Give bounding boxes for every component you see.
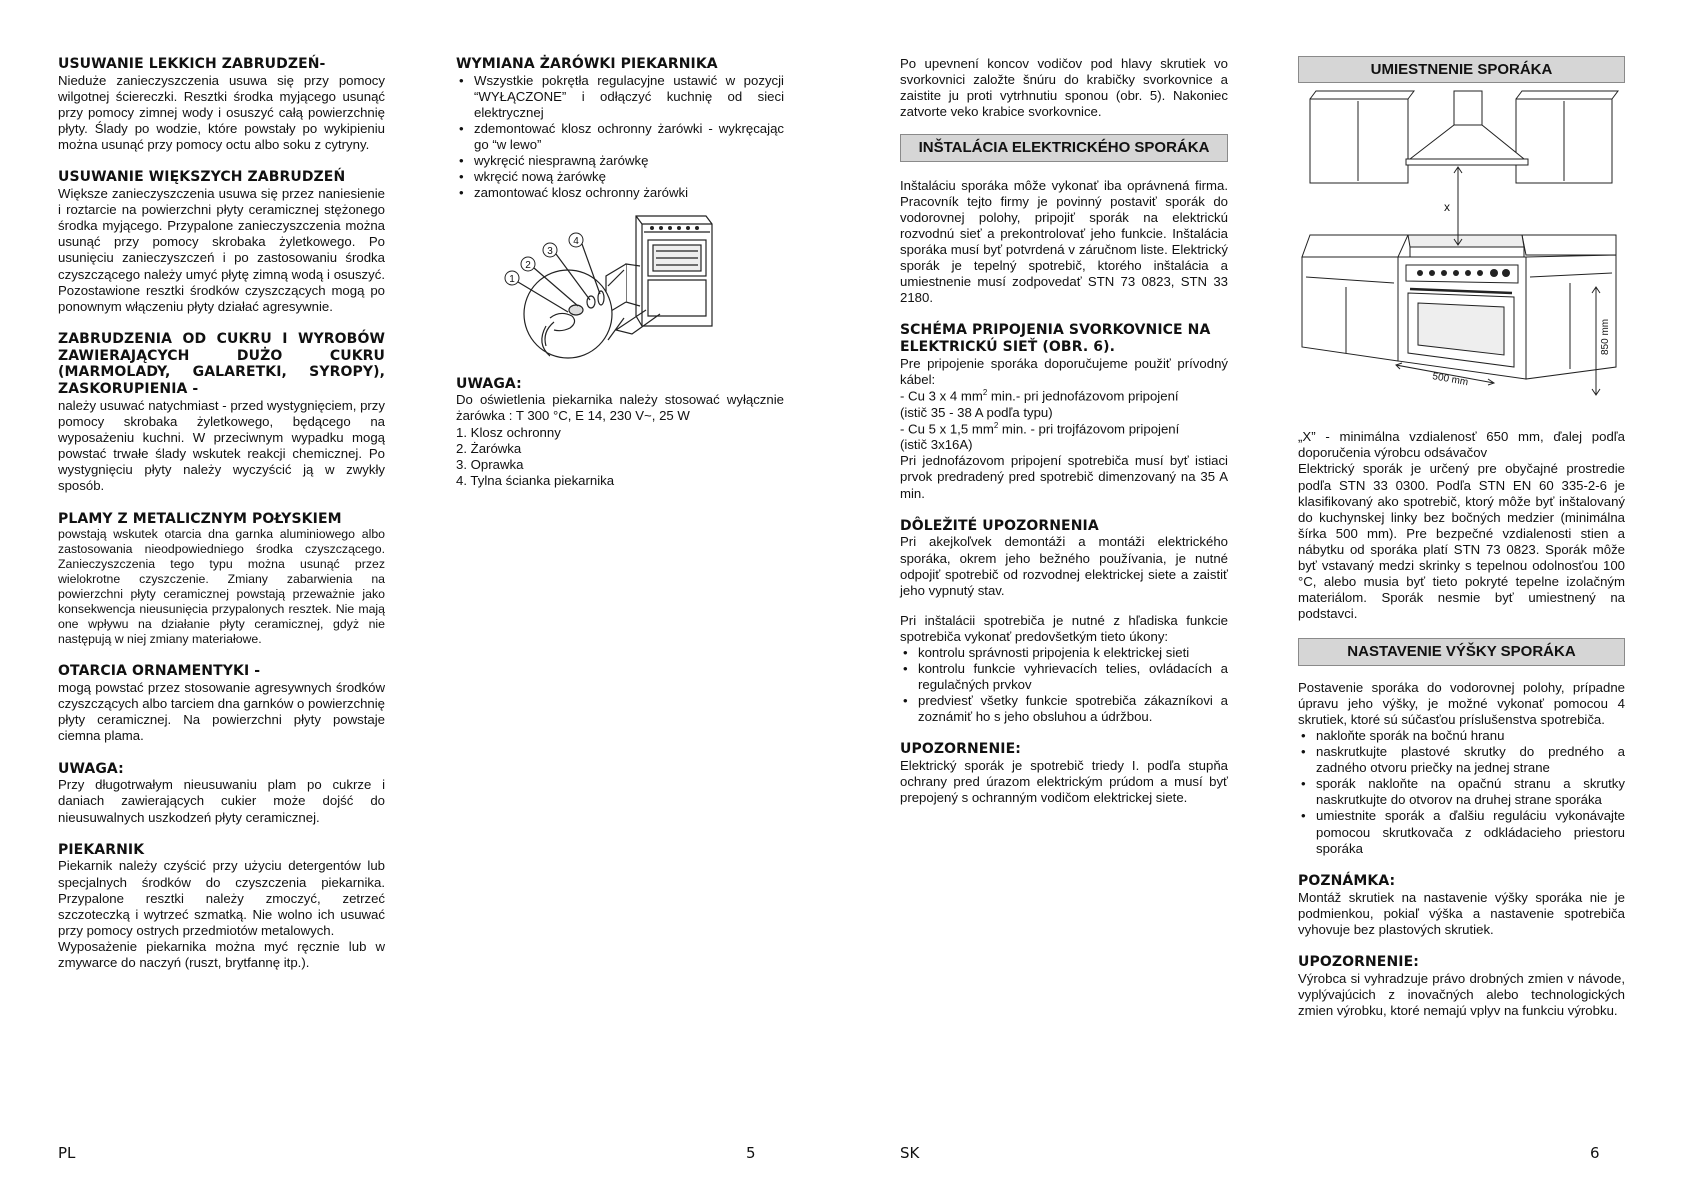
section-light-dirt	[58, 56, 385, 153]
section-text: Postavenie sporáka do vodorovnej polohy, prípadne úpravu jeho výšky, je možné vykonať pomocou 4 skrutiek, ktoré sú súčasťou príslušenstva spotrebiča.	[1298, 679, 1625, 727]
section-text: należy usuwać natychmiast - przed wystygnięciem, przy pomocy skrobaka żyletkowego, będącego na wyposażeniu kuchni. W przeciwnym wypadku mogą powstać trwałe ślady wskutek reakcji chemicznej. Po wystygnięciu płyty należy wyczyścić ją w zwykły sposób.	[58, 398, 385, 494]
section-placement	[1298, 429, 1625, 622]
dimension-x-label: x	[1444, 200, 1450, 215]
dimension-height-label: 850 mm	[1600, 319, 1611, 356]
dimension-width-label: 500 mm	[1431, 371, 1469, 389]
schema-cable-1-note: min.- pri jednofázovom pripojení	[987, 388, 1179, 404]
list-item: • wkręcić nową żarówkę	[456, 169, 784, 185]
sk-column-3	[900, 56, 1228, 823]
schema-cable-1: - Cu 3 x 4 mm	[900, 388, 983, 404]
list-item: • Wszystkie pokrętła regulacyjne ustawić w pozycji “WYŁĄCZONE” i odłączyć kuchnię od sieci elektrycznej	[456, 73, 784, 121]
schema-line	[900, 388, 1228, 404]
section-text: Piekarnik należy czyścić przy użyciu detergentów lub specjalnych środków do czyszczenia piekarnika. Przypalone resztki należy zmoczyć, zetrzeć szczoteczką i wytrzeć szmatką. Nie wolno ich usuwać przy pomocy ostrych przedmiotów metalowych.	[58, 858, 385, 938]
placement-header: UMIESTNENIE SPORÁKA	[1298, 56, 1625, 83]
section-install	[900, 178, 1228, 307]
callout-3: 3	[547, 245, 553, 257]
schema-line: (istič 3x16A)	[900, 437, 973, 453]
list-item: • zamontować klosz ochronny żarówki	[456, 185, 784, 201]
section-title: SCHÉMA PRIPOJENIA SVORKOVNICE NA ELEKTRICKÚ SIEŤ (OBR. 6).	[900, 322, 1211, 356]
section-title: WYMIANA ŻARÓWKI PIEKARNIKA	[456, 56, 718, 72]
schema-line	[900, 421, 1228, 437]
height-steps-list	[1298, 728, 1625, 857]
section-title: UPOZORNENIE:	[900, 741, 1021, 758]
section-caution-2	[1298, 954, 1625, 1019]
section-warning	[58, 761, 385, 826]
height-header: NASTAVENIE VÝŠKY SPORÁKA	[1298, 638, 1625, 665]
section-schema	[900, 322, 1228, 501]
section-heavy-dirt	[58, 169, 385, 315]
list-item: • naskrutkujte plastové skrutky do predného a zadného otvoru priečky na jednej strane	[1298, 744, 1625, 776]
schema-line: Pre pripojenie sporáka doporučujeme použiť prívodný kábel:	[900, 356, 1228, 388]
section-text: powstają wskutek otarcia dna garnka aluminiowego albo zastosowania nieodpowiedniego środka czyszczącego. Zanieczyszczenia tego typu można usunąć przez wielokrotne czyszczenie. Zmiany zabarwienia na powierzchni płyty ceramicznej powstają przeważnie jako konsekwencja nieusunięcia przypalonych resztek. Nie mają one wpływu na działanie płyty ceramicznej, gdyż nie następują w niej zmiany materiałowe.	[58, 527, 385, 647]
section-title: UWAGA:	[456, 375, 522, 392]
section-bulb-replacement	[456, 56, 784, 202]
section-text: Po upevnení koncov vodičov pod hlavy skrutiek vo svorkovnici založte šnúru do krabičky svorkovnice a zaistite ju proti vytrhnutiu sponou (obr. 5). Nakoniec zatvorte veko krabice svorkovnice.	[900, 56, 1228, 120]
list-item: • kontrolu správnosti pripojenia k elektrickej sieti	[900, 645, 1228, 661]
section-oven	[58, 842, 385, 971]
section-text: Przy długotrwałym nieusuwaniu plam po cukrze i daniach zawierających cukier może dojść do nieusuwalnych uszkodzeń płyty ceramicznej.	[58, 777, 385, 825]
callout-4: 4	[573, 235, 579, 247]
section-caution-1	[900, 741, 1228, 806]
section-title: OTARCIA ORNAMENTYKI -	[58, 663, 261, 680]
schema-cable-2-note: min. - pri trojfázovom pripojení	[998, 421, 1180, 437]
footer-page-6: 6	[1590, 1144, 1600, 1162]
list-item: • kontrolu funkcie vyhrievacích telies, ovládacích a regulačných prvkov	[900, 661, 1228, 693]
list-item: • sporák nakloňte na opačnú stranu a skrutky naskrutkujte do otvorov na druhej strane sporáka	[1298, 776, 1625, 808]
section-ornament-abrasion	[58, 663, 385, 744]
section-text: Większe zanieczyszczenia usuwa się przez naniesienie i roztarcie na powierzchni płyty ceramicznej stężonego środka myjącego. Przypalone zanieczyszczenia można usunąć przy pomocy skrobaka żyletkowego. Po usunięciu zanieczyszczeń i po zastosowaniu środka czyszczącego należy umyć płytę zimną wodą i osuszyć. Pozostawione resztki środków czyszczących mogą po ponownym włączeniu płyty działać agresywnie.	[58, 186, 385, 314]
section-text-2: Wyposażenie piekarnika można myć ręcznie lub w zmywarce do naczyń (ruszt, brytfannę itp.).	[58, 938, 385, 970]
section-text: mogą powstać przez stosowanie agresywnych środków czyszczących albo tarciem dna garnków o powierzchnię płyty ceramicznej. Na powierzchni płyty powstaje ciemna plama.	[58, 680, 385, 744]
list-item: • nakloňte sporák na bočnú hranu	[1298, 728, 1625, 744]
bulb-steps-list	[456, 73, 784, 202]
list-item: 1. Klosz ochronny	[456, 424, 561, 440]
pl-column-2	[456, 56, 784, 505]
section-text: Elektrický sporák je spotrebič triedy I. podľa stupňa ochrany pred úrazom elektrickým prúdom a musí byť prepojený s ochranným vodičom elektrickej siete.	[900, 758, 1228, 806]
schema-line: Pri jednofázovom pripojení spotrebiča musí byť istiaci prvok predradený pred spotrebič dimenzovaný na 35 A min.	[900, 453, 1228, 501]
section-text: Nieduże zanieczyszczenia usuwa się przy pomocy wilgotnej ściereczki. Resztki środka myjącego usunąć przy pomocy zimnej wody i osuszyć całą powierzchnię płyty. Ślady po wodzie, które powstały po wykipieniu można usunąć przy pomocy octu albo soku z cytryny.	[58, 72, 385, 153]
pl-column-1	[58, 56, 385, 987]
footer-page-5: 5	[746, 1144, 756, 1162]
section-title: ZABRUDZENIA OD CUKRU I WYROBÓW ZAWIERAJĄCYCH DUŻO CUKRU (MARMOLADY, GALARETKI, SYROPY), ZASKORUPIENIA -	[58, 330, 385, 398]
schema-sup-1: 2	[982, 388, 988, 398]
section-title: PIEKARNIK	[58, 841, 145, 858]
list-item: • wykręcić niesprawną żarówkę	[456, 153, 784, 169]
section-important-warnings	[900, 518, 1228, 726]
section-title: UPOZORNENIE:	[1298, 953, 1419, 970]
section-title: USUWANIE LEKKICH ZABRUDZEŃ-	[58, 56, 326, 72]
schema-cable-2: - Cu 5 x 1,5 mm	[900, 421, 994, 437]
schema-line: (istič 35 - 38 A podľa typu)	[900, 404, 1053, 420]
section-text: Montáž skrutiek na nastavenie výšky sporáka nie je podmienkou, pokiaľ výška a nastavenie spotrebiča vyhovuje bez plastových skrutiek.	[1298, 889, 1625, 937]
warnings-list	[900, 645, 1228, 725]
section-title: DÔLEŽITÉ UPOZORNENIA	[900, 517, 1099, 534]
section-bulb-note	[456, 376, 784, 489]
list-item: 2. Żarówka	[456, 440, 522, 456]
section-text-2: Pri inštalácii spotrebiča je nutné z hľadiska funkcie spotrebiča vykonať predovšetkým tieto úkony:	[900, 612, 1228, 644]
section-remark	[1298, 873, 1625, 938]
list-item: • predviesť všetky funkcie spotrebiča zákazníkovi a zoznámiť ho s jeho obsluhou a údržbou.	[900, 693, 1228, 725]
section-height	[1298, 680, 1625, 857]
callout-1: 1	[509, 273, 515, 285]
section-text: Do oświetlenia piekarnika należy stosować wyłącznie żarówka : T 300 °C, E 14, 230 V~, 25 W	[456, 392, 784, 424]
list-item: 4. Tylna ścianka piekarnika	[456, 472, 615, 488]
parts-list	[456, 425, 784, 489]
footer-lang-pl: PL	[58, 1144, 76, 1162]
section-metallic-stains	[58, 511, 385, 648]
list-item: 3. Oprawka	[456, 456, 524, 472]
footer-lang-sk: SK	[900, 1144, 920, 1162]
section-text: „X” - minimálna vzdialenosť 650 mm, ďalej podľa doporučenia výrobcu odsávačov Elektrický sporák je určený pre obyčajné prostredie podľa STN 33 0300. Podľa STN EN 60 335-2-6 je klasifikovaný ako spotrebič, ktorý môže byť inštalovaný do kuchynskej linky bez bočných medzier (minimálna šírka 500 mm). Pre bezpečné vzdialenosti stien a nábytku od sporáka platí STN 73 0823. Sporák môže byť vstavaný medzi skrinky s tepelnou odolnosťou 100 °C, alebo musia byť tieto pokryté tepelne izolačným materiálom. Sporák nesmie byť umiestnený na podstavci.	[1298, 429, 1625, 622]
install-header: INŠTALÁCIA ELEKTRICKÉHO SPORÁKA	[900, 134, 1228, 161]
section-sugar-dirt	[58, 331, 385, 495]
kitchen-placement-figure	[1298, 87, 1625, 427]
bulb-replacement-figure	[456, 206, 784, 366]
schema-sup-2: 2	[993, 420, 999, 430]
sk-column-4	[1298, 56, 1625, 1035]
section-title: POZNÁMKA:	[1298, 872, 1396, 889]
section-title: UWAGA:	[58, 760, 124, 777]
section-terminal-intro	[900, 56, 1228, 120]
section-title: PLAMY Z METALICZNYM POŁYSKIEM	[58, 510, 342, 527]
section-text: Inštaláciu sporáka môže vykonať iba oprávnená firma. Pracovník tejto firmy je povinný postaviť sporák do vodorovnej polohy, pripojiť sporák na elektrickú rozvodnú sieť a prekontrolovať jeho funkcie. Inštalácia sporáka musí byť potvrdená v záručnom liste. Elektrický sporák je tepelný spotrebič, ktorého inštalácia a umiestnenie musí zodpovedať STN 73 0823, STN 33 2180.	[900, 177, 1228, 306]
section-title: USUWANIE WIĘKSZYCH ZABRUDZEŃ	[58, 169, 346, 186]
section-text: Pri akejkoľvek demontáži a montáži elektrického sporáka, okrem jeho bežného používania, je nutné odpojiť spotrebič od rozvodnej elektrickej siete a zaistiť jeho vypnutý stav.	[900, 534, 1228, 598]
list-item: • umiestnite sporák a ďalšiu reguláciu vykonávajte pomocou skrutkovača z odkládacieho priestoru sporáka	[1298, 808, 1625, 856]
callout-2: 2	[525, 259, 531, 271]
list-item: • zdemontować klosz ochronny żarówki - wykręcając go “w lewo”	[456, 121, 784, 153]
section-text: Výrobca si vyhradzuje právo drobných zmien v návode, vyplývajúcich z inovačných alebo technologických zmien výrobku, ktoré nemajú vplyv na funkciu výrobku.	[1298, 970, 1625, 1018]
